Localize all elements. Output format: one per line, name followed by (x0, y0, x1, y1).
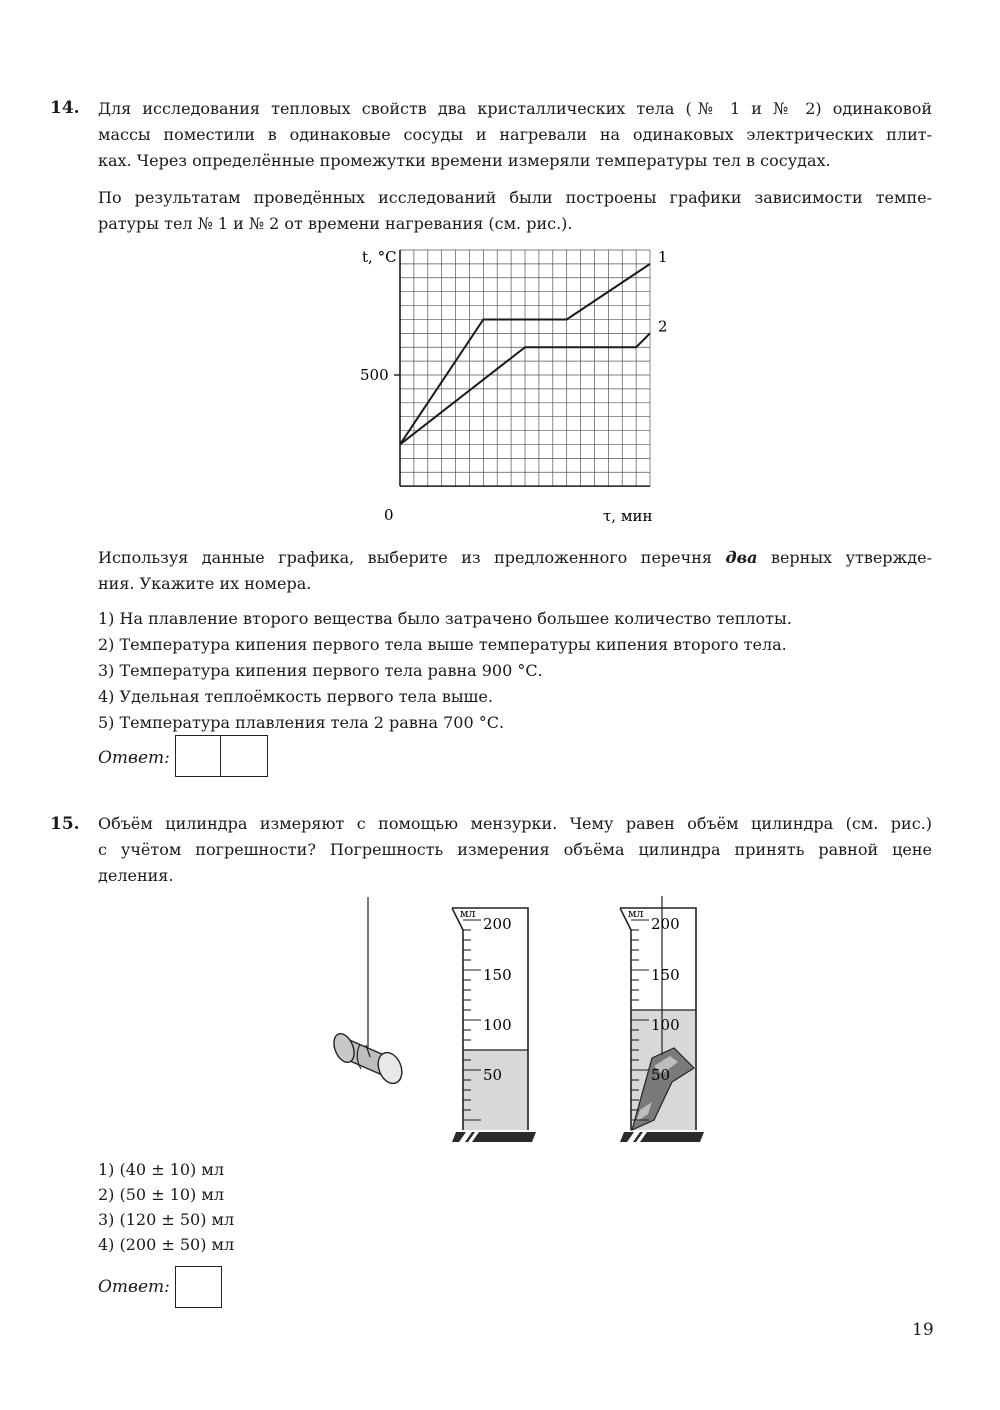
page-number: 19 (912, 1320, 934, 1340)
q15-option-4: 4) (200 ± 50) мл (98, 1235, 235, 1254)
beaker-2-label-150: 150 (651, 966, 680, 984)
question-15-number: 15. (50, 814, 80, 834)
beaker-1-base (452, 1132, 536, 1142)
series-label-2: 2 (658, 317, 668, 336)
q14-task-emphasis: два (725, 548, 758, 567)
measuring-beaker-1 (450, 900, 550, 1148)
beaker-2-label-50: 50 (651, 1066, 671, 1084)
hanging-cylinder-illustration (320, 895, 420, 1105)
q14-task-line2: ния. Укажите их номера. (98, 574, 312, 593)
q14-option-4: 4) Удельная теплоёмкость первого тела выше. (98, 687, 493, 706)
q15-answer-box[interactable] (175, 1266, 222, 1308)
measuring-beaker-2 (618, 890, 718, 1148)
q14-answer-label: Ответ: (98, 748, 170, 768)
question-14-number: 14. (50, 98, 80, 118)
q14-results-line1: По результатам проведённых исследований были построены графики зависимости темпе- (98, 188, 932, 207)
beaker-1-label-200: 200 (483, 915, 512, 933)
q14-option-5: 5) Температура плавления тела 2 равна 700 °С. (98, 713, 505, 732)
q14-option-1: 1) На плавление второго вещества было затрачено большее количество теплоты. (98, 609, 792, 628)
q14-option-3: 3) Температура кипения первого тела равна 900 °С. (98, 661, 543, 680)
chart-grid (400, 250, 650, 486)
q14-task-part1: Используя данные графика, выберите из предложенного перечня (98, 548, 726, 567)
chart-series (400, 248, 668, 445)
q14-task-line1 (98, 545, 932, 571)
q15-line1: Объём цилиндра измеряют с помощью мензурки. Чему равен объём цилиндра (см. рис.) (98, 814, 932, 833)
q14-intro-line3: ках. Через определённые промежутки времени измеряли температуры тел в сосудах. (98, 151, 831, 170)
q15-option-1: 1) (40 ± 10) мл (98, 1160, 224, 1179)
beaker-1-label-50: 50 (483, 1066, 503, 1084)
beaker-2-base (620, 1132, 704, 1142)
q14-task-part2: верных утвержде- (757, 548, 932, 567)
series-label-1: 1 (658, 247, 668, 266)
q14-results-line2: ратуры тел № 1 и № 2 от времени нагревания (см. рис.). (98, 214, 573, 233)
y-tick-500-label: 500 (360, 366, 389, 385)
q15-answer-label: Ответ: (98, 1277, 170, 1297)
beaker-2-label-100: 100 (651, 1016, 680, 1034)
q14-answer-box-2[interactable] (220, 735, 268, 777)
q14-intro-line1: Для исследования тепловых свойств два кристаллических тела (№ 1 и № 2) одинаковой (98, 99, 932, 118)
q15-line3: деления. (98, 866, 174, 885)
beaker-2-label-200: 200 (651, 915, 680, 933)
q14-intro-line2: массы поместили в одинаковые сосуды и нагревали на одинаковых электрических плит- (98, 125, 932, 144)
q14-answer-box-1[interactable] (175, 735, 222, 777)
beaker-2-unit-label: мл (628, 907, 644, 920)
y-axis-label: t, °C (362, 248, 397, 266)
beaker-1-water (463, 1050, 528, 1130)
origin-label: 0 (384, 506, 394, 524)
x-axis-label: τ, мин (603, 507, 653, 525)
q15-option-3: 3) (120 ± 50) мл (98, 1210, 235, 1229)
q15-line2: с учётом погрешности? Погрешность измерения объёма цилиндра принять равной цене (98, 840, 932, 859)
q15-option-2: 2) (50 ± 10) мл (98, 1185, 224, 1204)
temperature-time-chart (340, 240, 700, 530)
q14-option-2: 2) Температура кипения первого тела выше температуры кипения второго тела. (98, 635, 787, 654)
beaker-1-label-150: 150 (483, 966, 512, 984)
beaker-1-unit-label: мл (460, 907, 476, 920)
chart-axes (394, 250, 650, 486)
beaker-1-label-100: 100 (483, 1016, 512, 1034)
